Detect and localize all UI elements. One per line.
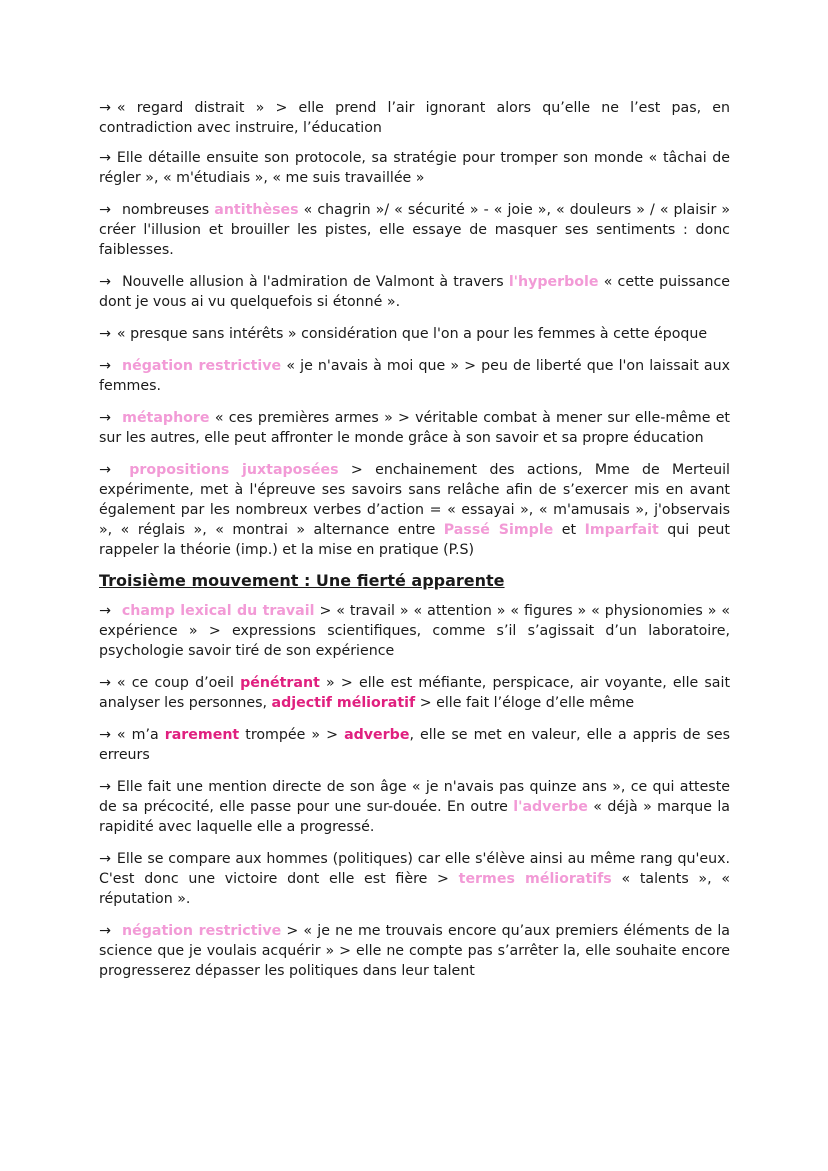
text: Nouvelle allusion à l'admiration de Valmont à travers — [122, 274, 504, 290]
arrow-icon: → — [99, 923, 111, 939]
text: > elle fait l’éloge d’elle même — [419, 695, 635, 711]
paragraph-1 — [99, 98, 730, 138]
text: > enchainement des actions, Mme de Merteuil expérimente, met à l'épreuve ses savoirs sans relâche afin de s’exercer mis en avant également par les nombreux verbes d’action = « essayai », « m'amusais », j'observais », « réglais », « montrai » alternance entre — [99, 462, 730, 538]
paragraph-13 — [99, 849, 730, 909]
text: « ce coup d’oeil — [116, 675, 234, 691]
text: qui peut rappeler la théorie (imp.) et la mise en pratique (P.S) — [99, 522, 730, 558]
text: , elle se met en valeur, elle a appris de ses erreurs — [99, 727, 731, 763]
text: « je n'avais à moi que » > peu de liberté que l'on laissait aux femmes. — [99, 358, 731, 394]
text: « m’a — [116, 727, 159, 743]
paragraph-11 — [99, 725, 730, 765]
highlight-term: antithèses — [214, 202, 299, 218]
document-page — [99, 98, 730, 981]
paragraph-14 — [99, 921, 730, 981]
text: trompée » > — [245, 727, 338, 743]
highlight-term: propositions juxtaposées — [129, 462, 339, 478]
arrow-icon: → — [99, 326, 111, 342]
arrow-icon: → — [99, 100, 111, 116]
highlight-term: l'hyperbole — [508, 274, 599, 290]
paragraph-9 — [99, 601, 730, 661]
text: « déjà » marque la rapidité avec laquelle elle a progressé. — [99, 799, 730, 835]
text: Elle se compare aux hommes (politiques) car elle s'élève ainsi au même rang qu'eux. C'est donc une victoire dont elle est fière > — [99, 851, 730, 887]
text: nombreuses — [121, 202, 210, 218]
text: « chagrin »/ « sécurité » - « joie », « douleurs » / « plaisir » créer l'illusion et brouiller les pistes, elle essaye de masquer ses sentiments : donc faiblesses. — [99, 202, 731, 258]
paragraph-4 — [99, 272, 730, 312]
highlight-term: négation restrictive — [122, 358, 282, 374]
arrow-icon: → — [99, 150, 111, 166]
text: » > elle est méfiante, perspicace, air voyante, elle sait analyser les personnes, — [99, 675, 731, 711]
text: « cette puissance dont je vous ai vu quelquefois si étonné ». — [99, 274, 731, 310]
arrow-icon: → — [99, 410, 111, 426]
paragraph-3 — [99, 200, 730, 260]
arrow-icon: → — [99, 274, 111, 290]
highlight-term: termes mélioratifs — [458, 871, 612, 887]
paragraph-12 — [99, 777, 730, 837]
text: > « travail » « attention » « figures » « physionomies » « expérience » > expressions scientifiques, comme s’il s’agissait d’un laboratoire, psychologie savoir tiré de son expérience — [99, 603, 730, 659]
highlight-term: métaphore — [122, 410, 210, 426]
arrow-icon: → — [99, 851, 111, 867]
highlight-term: Imparfait — [584, 522, 659, 538]
highlight-term: adjectif mélioratif — [271, 695, 416, 711]
section-heading: Troisième mouvement : Une fierté apparente — [99, 571, 505, 590]
text: « talents », « réputation ». — [99, 871, 731, 907]
text: > « je ne me trouvais encore qu’aux premiers éléments de la science que je voulais acquérir » > elle ne compte pas s’arrêter la, elle souhaite encore progresserez dépasser les politiques dans leur talent — [99, 923, 731, 979]
arrow-icon: → — [99, 675, 111, 691]
highlight-term: négation restrictive — [122, 923, 282, 939]
paragraph-5 — [99, 324, 730, 344]
text: Elle fait une mention directe de son âge « je n'avais pas quinze ans », ce qui atteste de sa précocité, elle passe pour une sur-douée. En outre — [99, 779, 730, 815]
highlight-term: pénétrant — [240, 675, 320, 691]
text: Elle détaille ensuite son protocole, sa stratégie pour tromper son monde « tâchai de régler », « m'étudiais », « me suis travaillée » — [99, 150, 730, 186]
highlight-term: rarement — [164, 727, 240, 743]
paragraph-10 — [99, 673, 730, 713]
text: « regard distrait » > elle prend l’air ignorant alors qu’elle ne l’est pas, en contradiction avec instruire, l’éducation — [99, 100, 730, 136]
paragraph-6 — [99, 356, 730, 396]
highlight-term: champ lexical du travail — [121, 603, 315, 619]
highlight-term: Passé Simple — [443, 522, 554, 538]
highlight-term: adverbe — [344, 727, 410, 743]
paragraph-2 — [99, 148, 730, 188]
arrow-icon: → — [99, 603, 111, 619]
highlight-term: l'adverbe — [513, 799, 588, 815]
arrow-icon: → — [99, 202, 111, 218]
text: et — [561, 522, 577, 538]
paragraph-7 — [99, 408, 730, 448]
arrow-icon: → — [99, 358, 111, 374]
text: « ces premières armes » > véritable combat à mener sur elle-même et sur les autres, elle peut affronter le monde grâce à son savoir et sa propre éducation — [99, 410, 730, 446]
arrow-icon: → — [99, 727, 111, 743]
paragraph-8 — [99, 460, 730, 560]
arrow-icon: → — [99, 779, 111, 795]
text: « presque sans intérêts » considération que l'on a pour les femmes à cette époque — [116, 326, 708, 342]
arrow-icon: → — [99, 462, 111, 478]
